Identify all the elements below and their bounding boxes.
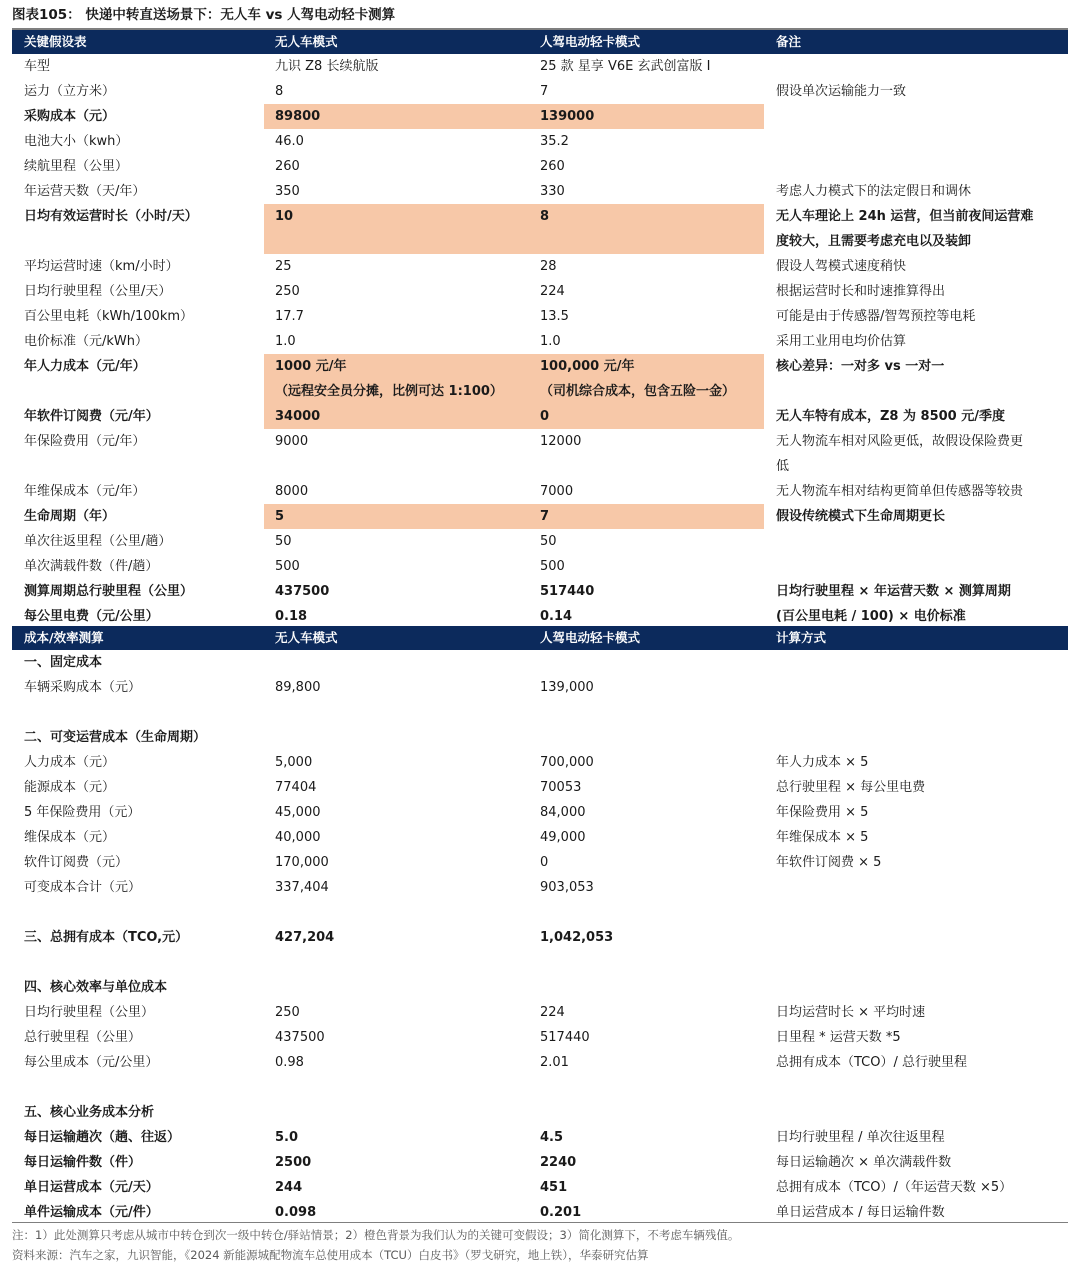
table-cell-col-3: 采用工业用电均价估算 [776, 334, 907, 349]
table-cell-col-2: 330 [540, 184, 565, 199]
table-cell-col-1: 9000 [275, 434, 309, 449]
key-assumption-highlight [264, 204, 764, 254]
table-cell-col-0: 运力（立方米） [24, 84, 116, 99]
table-cell-col-2: 70053 [540, 780, 582, 795]
table-cell-col-3: (百公里电耗 / 100) × 电价标准 [776, 609, 966, 624]
table-cell-col-1: 8000 [275, 484, 309, 499]
key-assumption-highlight [264, 404, 764, 429]
table-cell-col-2: 4.5 [540, 1130, 564, 1145]
table-cell-col-3-line2: 低 [776, 459, 790, 474]
table-cell-col-0: 每公里电费（元/公里） [24, 609, 159, 624]
table-cell-col-3: 年维保成本 × 5 [776, 830, 869, 845]
table-cell-col-2: 50 [540, 534, 557, 549]
table-cell-col-0: 日均行驶里程（公里） [24, 1005, 155, 1020]
table-cell-col-2: 517440 [540, 1030, 590, 1045]
table-cell-col-0: 三、总拥有成本（TCO,元） [24, 930, 189, 945]
table-row [12, 429, 1068, 479]
table-cell-col-1: 1.0 [275, 334, 296, 349]
table-row [12, 700, 1068, 725]
table-cell-col-0: 车型 [24, 59, 51, 74]
table-cell-col-0: 电价标准（元/kWh） [24, 334, 149, 349]
table-cell-col-0: 可变成本合计（元） [24, 880, 142, 895]
key-assumption-highlight [264, 104, 764, 129]
table-cell-col-0: 续航里程（公里） [24, 159, 129, 174]
table-row [12, 675, 1068, 700]
calculation-header [12, 626, 1068, 650]
table-cell-col-2: 2.01 [540, 1055, 569, 1070]
table-cell-col-0: 单件运输成本（元/件） [24, 1205, 159, 1220]
table-row [12, 179, 1068, 204]
table-cell-col-1: 337,404 [275, 880, 329, 895]
table-cell-col-2: 260 [540, 159, 565, 174]
table-cell-col-1: 2500 [275, 1155, 312, 1170]
table-cell-col-3: 无人车特有成本，Z8 为 8500 元/季度 [776, 409, 1005, 424]
table-cell-col-1: 500 [275, 559, 300, 574]
table-cell-col-2: 2240 [540, 1155, 577, 1170]
table-cell-col-3: 年保险费用 × 5 [776, 805, 869, 820]
table-row [12, 529, 1068, 554]
table-cell-col-2: 1.0 [540, 334, 561, 349]
table-cell-col-0: 日均有效运营时长（小时/天） [24, 209, 198, 224]
table-row [12, 304, 1068, 329]
table-cell-col-1: 5.0 [275, 1130, 299, 1145]
source-note: 资料来源：汽车之家，九识智能，《2024 新能源城配物流车总使用成本（TCU）白皮书》（罗戈研究，地上铁），华泰研究估算 [12, 1248, 649, 1262]
table-row [12, 554, 1068, 579]
table-cell-col-2: 139000 [540, 109, 595, 124]
table-row [12, 354, 1068, 404]
table-row [12, 204, 1068, 254]
table-cell-col-1: 25 [275, 259, 292, 274]
table-row [12, 504, 1068, 529]
table-cell-col-0: 每日运输趟次（趟、往返） [24, 1130, 181, 1145]
table-cell-col-0: 维保成本（元） [24, 830, 116, 845]
table-row [12, 254, 1068, 279]
table-cell-col-0: 软件订阅费（元） [24, 855, 129, 870]
table-cell-col-2: 224 [540, 1005, 565, 1020]
table-cell-col-2: 28 [540, 259, 557, 274]
table-cell-col-2: 8 [540, 209, 550, 224]
table-row [12, 1150, 1068, 1175]
table-row [12, 579, 1068, 604]
table-cell-col-1: 九识 Z8 长续航版 [275, 59, 379, 74]
table-cell-col-1: 1000 元/年 [275, 359, 347, 374]
table-cell-col-0: 采购成本（元） [24, 109, 116, 124]
table-cell-col-3: 核心差异：一对多 vs 一对一 [776, 359, 945, 374]
table-cell-col-3: 总行驶里程 × 每公里电费 [776, 780, 926, 795]
table-row [12, 1025, 1068, 1050]
table-row [12, 279, 1068, 304]
table-cell-col-3: 根据运营时长和时速推算得出 [776, 284, 946, 299]
table-cell-col-2: 139,000 [540, 680, 594, 695]
table-cell-col-1: 170,000 [275, 855, 329, 870]
header-col-0: 关键假设表 [24, 34, 87, 49]
table-cell-col-1: 437500 [275, 1030, 325, 1045]
table-cell-col-1: 0.98 [275, 1055, 304, 1070]
table-cell-col-0: 五、核心业务成本分析 [24, 1105, 155, 1120]
table-cell-col-2: 12000 [540, 434, 582, 449]
table-cell-col-1: 89800 [275, 109, 321, 124]
table-cell-col-2: 500 [540, 559, 565, 574]
table-cell-col-1: 0.18 [275, 609, 308, 624]
table-cell-col-2: 35.2 [540, 134, 569, 149]
table-row [12, 1100, 1068, 1125]
table-cell-col-2: 451 [540, 1180, 568, 1195]
table-cell-col-0: 年运营天数（天/年） [24, 184, 146, 199]
table-cell-col-2: 7 [540, 84, 549, 99]
header-col-0: 成本/效率测算 [24, 630, 104, 645]
table-cell-col-2-line2: （司机综合成本，包含五险一金） [540, 384, 736, 399]
table-cell-col-1: 250 [275, 284, 300, 299]
table-cell-col-1: 437500 [275, 584, 330, 599]
table-row [12, 875, 1068, 900]
assumptions-header [12, 30, 1068, 54]
table-cell-col-2: 0.201 [540, 1205, 582, 1220]
table-cell-col-2: 903,053 [540, 880, 594, 895]
table-cell-col-1: 8 [275, 84, 284, 99]
table-cell-col-2: 84,000 [540, 805, 586, 820]
table-row [12, 1075, 1068, 1100]
table-row [12, 800, 1068, 825]
table-cell-col-1: 10 [275, 209, 294, 224]
table-cell-col-0: 每公里成本（元/公里） [24, 1055, 159, 1070]
table-cell-col-0: 平均运营时速（km/小时） [24, 259, 179, 274]
table-cell-col-2: 49,000 [540, 830, 586, 845]
table-cell-col-0: 每日运输件数（件） [24, 1155, 142, 1170]
header-col-1: 无人车模式 [275, 34, 338, 49]
table-cell-col-1: 250 [275, 1005, 300, 1020]
table-cell-col-2: 700,000 [540, 755, 594, 770]
table-row [12, 329, 1068, 354]
table-cell-col-2: 517440 [540, 584, 595, 599]
footnote: 注：1）此处测算只考虑从城市中转仓到次一级中转仓/驿站情景；2）橙色背景为我们认为的关键可变假设；3）简化测算下，不考虑车辆残值。 [12, 1228, 740, 1242]
table-cell-col-2: 0 [540, 855, 549, 870]
table-cell-col-1: 45,000 [275, 805, 321, 820]
table-cell-col-2: 7000 [540, 484, 574, 499]
table-cell-col-3: 假设人驾模式速度稍快 [776, 259, 907, 274]
table-cell-col-3: 每日运输趟次 × 单次满载件数 [776, 1155, 952, 1170]
table-cell-col-0: 年人力成本（元/年） [24, 359, 146, 374]
table-cell-col-1: 0.098 [275, 1205, 317, 1220]
table-row [12, 1175, 1068, 1200]
table-cell-col-1: 260 [275, 159, 300, 174]
table-cell-col-2: 13.5 [540, 309, 569, 324]
table-cell-col-0: 总行驶里程（公里） [24, 1030, 142, 1045]
table-row [12, 404, 1068, 429]
table-cell-col-3: 单日运营成本 / 每日运输件数 [776, 1205, 945, 1220]
table-cell-col-2: 7 [540, 509, 550, 524]
table-row [12, 479, 1068, 504]
table-cell-col-0: 单日运营成本（元/天） [24, 1180, 159, 1195]
table-row [12, 775, 1068, 800]
table-cell-col-0: 二、可变运营成本（生命周期） [24, 730, 207, 745]
table-cell-col-0: 年维保成本（元/年） [24, 484, 146, 499]
table-row [12, 725, 1068, 750]
table-row [12, 900, 1068, 925]
table-row [12, 129, 1068, 154]
table-cell-col-1: 34000 [275, 409, 321, 424]
table-cell-col-0: 年软件订阅费（元/年） [24, 409, 159, 424]
table-cell-col-0: 四、核心效率与单位成本 [24, 980, 168, 995]
figure-title: 图表105： 快递中转直送场景下：无人车 vs 人驾电动轻卡测算 [12, 7, 396, 23]
header-col-2: 人驾电动轻卡模式 [540, 630, 641, 645]
table-row [12, 1125, 1068, 1150]
table-cell-col-0: 电池大小（kwh） [24, 134, 129, 149]
table-row [12, 925, 1068, 950]
table-cell-col-1: 350 [275, 184, 300, 199]
table-cell-col-3: 可能是由于传感器/智驾预控等电耗 [776, 309, 976, 324]
header-col-1: 无人车模式 [275, 630, 338, 645]
table-cell-col-0: 百公里电耗（kWh/100km） [24, 309, 194, 324]
table-cell-col-2: 100,000 元/年 [540, 359, 635, 374]
table-row [12, 650, 1068, 675]
table-cell-col-1: 46.0 [275, 134, 304, 149]
header-col-2: 人驾电动轻卡模式 [540, 34, 641, 49]
table-cell-col-0: 单次满载件数（件/趟） [24, 559, 159, 574]
table-row [12, 975, 1068, 1000]
table-cell-col-3: 无人物流车相对结构更简单但传感器等较贵 [776, 484, 1024, 499]
table-cell-col-0: 测算周期总行驶里程（公里） [24, 584, 194, 599]
table-cell-col-2: 1,042,053 [540, 930, 614, 945]
header-col-3: 计算方式 [776, 630, 827, 645]
table-cell-col-0: 年保险费用（元/年） [24, 434, 146, 449]
table-row [12, 825, 1068, 850]
table-cell-col-3-line2: 度较大，且需要考虑充电以及装卸 [776, 234, 972, 249]
table-cell-col-3: 无人物流车相对风险更低，故假设保险费更 [776, 434, 1024, 449]
table-cell-col-0: 单次往返里程（公里/趟） [24, 534, 172, 549]
table-cell-col-1: 50 [275, 534, 292, 549]
table-cell-col-3: 无人车理论上 24h 运营，但当前夜间运营难 [776, 209, 1034, 224]
table-cell-col-3: 假设传统模式下生命周期更长 [776, 509, 946, 524]
table-row [12, 850, 1068, 875]
table-cell-col-1: 5,000 [275, 755, 313, 770]
table-cell-col-0: 人力成本（元） [24, 755, 116, 770]
table-bottom-divider [12, 1222, 1068, 1223]
table-cell-col-1: 40,000 [275, 830, 321, 845]
table-cell-col-0: 一、固定成本 [24, 655, 103, 670]
table-cell-col-0: 生命周期（年） [24, 509, 116, 524]
table-cell-col-1: 89,800 [275, 680, 321, 695]
table-cell-col-3: 日里程 * 运营天数 *5 [776, 1030, 901, 1045]
table-cell-col-2: 0.14 [540, 609, 573, 624]
table-cell-col-3: 总拥有成本（TCO）/（年运营天数 ×5） [776, 1180, 1013, 1195]
table-cell-col-1: 244 [275, 1180, 303, 1195]
key-assumption-highlight [264, 504, 764, 529]
table-row [12, 1000, 1068, 1025]
table-row [12, 1050, 1068, 1075]
table-cell-col-3: 日均行驶里程 / 单次往返里程 [776, 1130, 945, 1145]
table-cell-col-3: 总拥有成本（TCO）/ 总行驶里程 [776, 1055, 968, 1070]
table-cell-col-3: 日均行驶里程 × 年运营天数 × 测算周期 [776, 584, 1011, 599]
table-cell-col-0: 能源成本（元） [24, 780, 116, 795]
header-col-3: 备注 [776, 34, 802, 49]
table-cell-col-1: 427,204 [275, 930, 335, 945]
table-cell-col-0: 5 年保险费用（元） [24, 805, 141, 820]
table-cell-col-3: 年软件订阅费 × 5 [776, 855, 882, 870]
table-cell-col-1: 5 [275, 509, 285, 524]
table-cell-col-3: 假设单次运输能力一致 [776, 84, 907, 99]
table-row [12, 104, 1068, 129]
table-cell-col-2: 0 [540, 409, 550, 424]
table-cell-col-2: 25 款 星享 V6E 玄武创富版 I [540, 59, 711, 74]
table-row [12, 750, 1068, 775]
table-cell-col-0: 车辆采购成本（元） [24, 680, 142, 695]
table-row [12, 154, 1068, 179]
table-cell-col-1: 17.7 [275, 309, 304, 324]
table-cell-col-0: 日均行驶里程（公里/天） [24, 284, 172, 299]
table-cell-col-3: 日均运营时长 × 平均时速 [776, 1005, 926, 1020]
table-cell-col-1: 77404 [275, 780, 317, 795]
table-cell-col-3: 年人力成本 × 5 [776, 755, 869, 770]
table-row [12, 79, 1068, 104]
table-row [12, 54, 1068, 79]
table-row [12, 950, 1068, 975]
table-cell-col-3: 考虑人力模式下的法定假日和调休 [776, 184, 972, 199]
table-cell-col-1-line2: （远程安全员分摊，比例可达 1:100） [275, 384, 503, 399]
table-cell-col-2: 224 [540, 284, 565, 299]
